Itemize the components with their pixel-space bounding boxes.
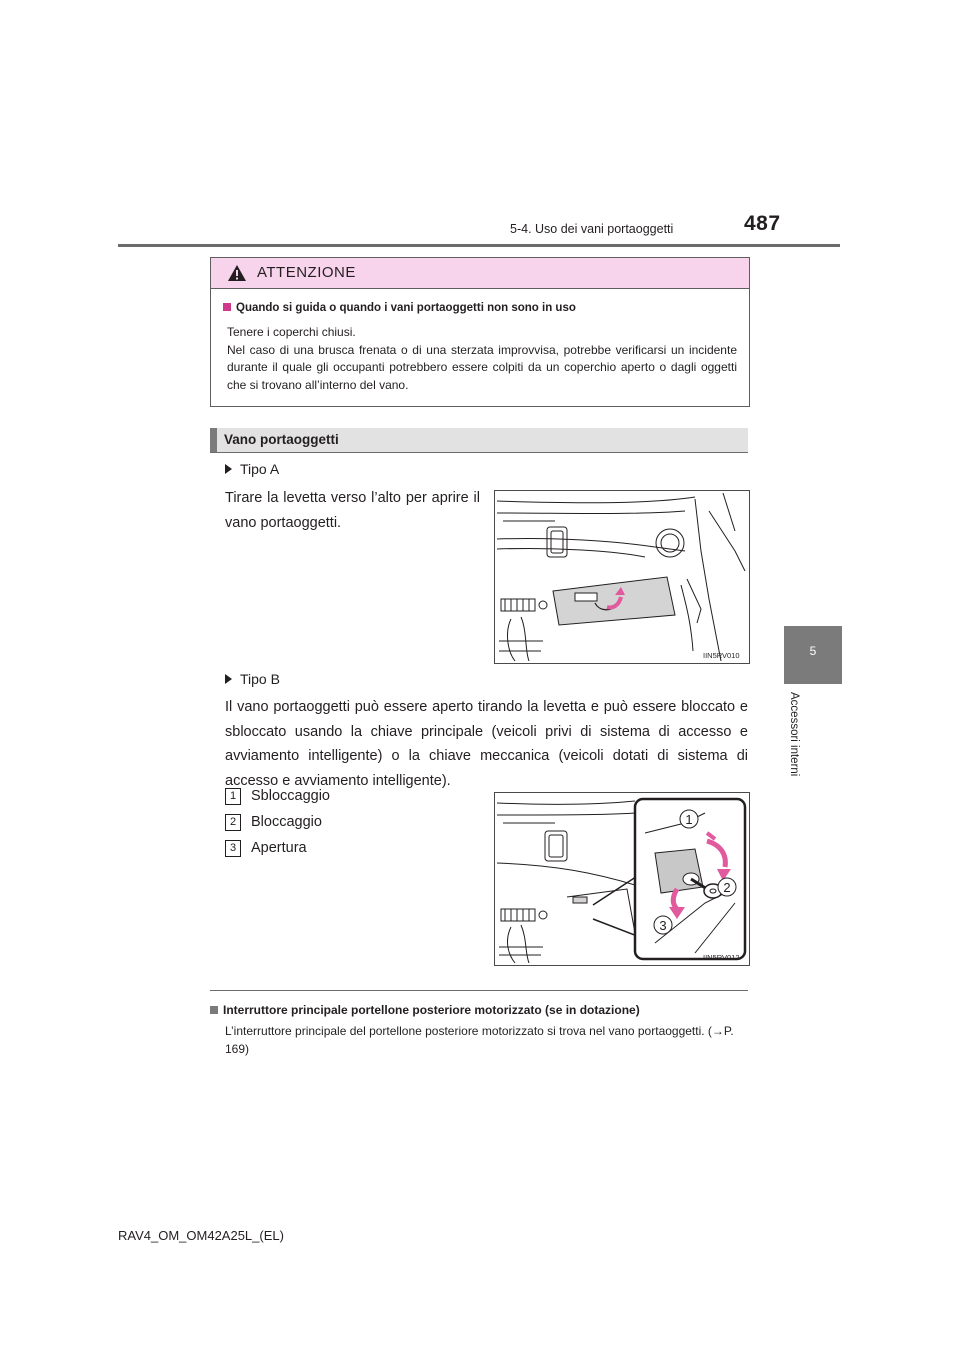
callout-2: 2 <box>723 880 731 895</box>
type-b-text: Il vano portaoggetti può essere aperto tirando la levetta e può essere bloccato e sbloccato usando la chiave principale (veicoli privi di sistema di accesso e avviamento intelligente) o la chiave meccanica (veicoli dotati di sistema di accesso e avviamento intelligente). <box>225 699 748 789</box>
running-header-section: 5-4. Uso dei vani portaoggetti <box>510 222 674 236</box>
square-bullet-icon <box>223 303 231 311</box>
number-marker: 1 <box>225 788 241 805</box>
triangle-bullet-icon <box>225 464 232 474</box>
warning-subheading: Quando si guida o quando i vani portaoggetti non sono in uso <box>223 302 576 314</box>
section-heading: Vano portaoggetti <box>224 432 339 447</box>
section-heading-accent <box>210 428 217 452</box>
glovebox-type-b-illustration <box>495 793 749 965</box>
type-a-text: Tirare la levetta verso l’alto per aprire il vano portaoggetti. <box>225 490 480 531</box>
figure-code-a: IIN5RV010 <box>703 651 740 660</box>
warning-header <box>211 258 749 289</box>
number-marker: 3 <box>225 840 241 857</box>
chapter-title-vertical: Accessori interni <box>788 692 800 777</box>
number-marker: 2 <box>225 814 241 831</box>
section-heading-bar <box>210 428 748 453</box>
chapter-tab: 5 <box>784 626 842 684</box>
note-body: L’interruttore principale del portellone posteriore motorizzato si trova nel vano portaoggetti. (→P. 169) <box>225 1024 734 1056</box>
header-rule <box>118 244 840 247</box>
glovebox-type-a-illustration <box>495 491 749 663</box>
page-number: 487 <box>744 212 781 235</box>
figure-code-b: IIN5RV012 <box>703 953 740 962</box>
square-bullet-icon <box>210 1006 218 1014</box>
figure-glovebox-type-b <box>494 792 750 966</box>
footer-code: RAV4_OM_OM42A25L_(EL) <box>118 1228 284 1243</box>
warning-line-2: Nel caso di una brusca frenata o di una sterzata improvvisa, potrebbe verificarsi un incidente durante il quale gli occupanti potrebbero essere colpiti da un coperchio aperto o dagli oggetti che si trovano all’interno del vano. <box>227 342 737 392</box>
triangle-bullet-icon <box>225 674 232 684</box>
type-b-label: Tipo B <box>225 671 280 687</box>
type-a-label: Tipo A <box>225 461 279 477</box>
item-open: 3 Apertura <box>225 840 307 857</box>
warning-box <box>210 257 750 407</box>
warning-triangle-icon <box>227 264 247 282</box>
callout-1: 1 <box>685 812 693 827</box>
callout-3: 3 <box>659 918 667 933</box>
warning-body <box>227 324 737 394</box>
item-lock: 2 Bloccaggio <box>225 814 322 831</box>
note-divider <box>210 990 748 991</box>
item-unlock: 1 Sbloccaggio <box>225 788 330 805</box>
note-heading: Interruttore principale portellone posteriore motorizzato (se in dotazione) <box>210 1003 640 1017</box>
warning-line-1: Tenere i coperchi chiusi. <box>227 325 356 339</box>
figure-glovebox-type-a <box>494 490 750 664</box>
warning-title: ATTENZIONE <box>257 264 356 281</box>
